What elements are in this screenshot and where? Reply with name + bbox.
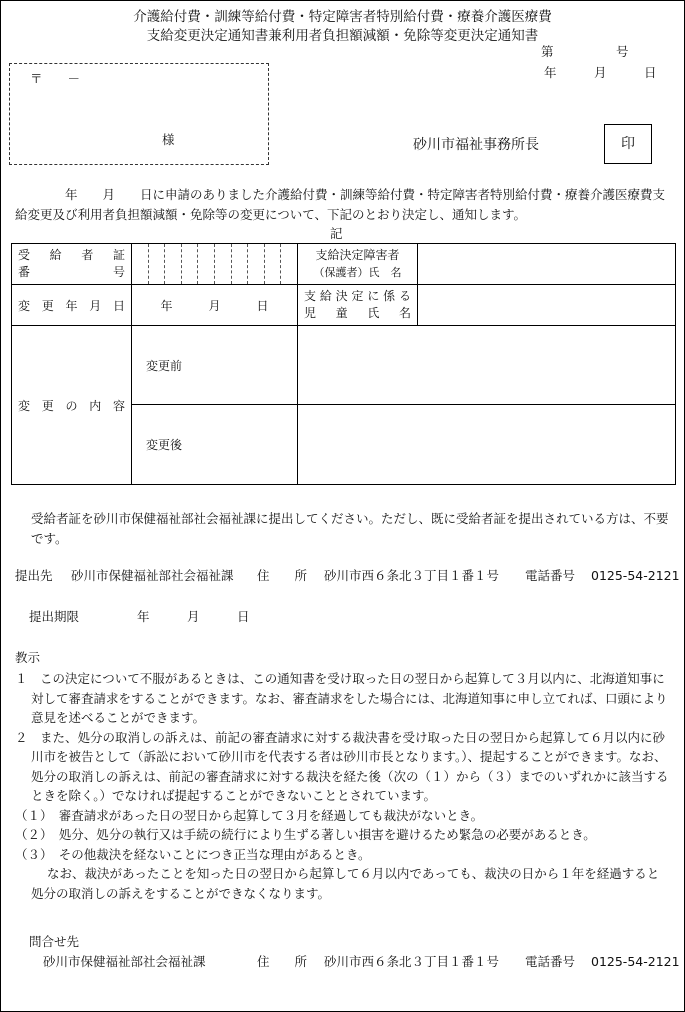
before-label: 変更前 [132,326,298,405]
honorific: 様 [162,132,175,147]
submission-tel-value: 0125-54-2121 [591,568,680,583]
seal-box: 印 [604,124,652,164]
contact-addr-value: 砂川市西６条北３丁目１番１号 [324,954,500,969]
contact-tel-label: 電話番号 [525,954,576,969]
submission-dest-label: 提出先 [15,568,53,583]
submission-tel-label: 電話番号 [525,568,576,583]
after-value [298,405,676,485]
sender-name: 砂川市福祉事務所長 [413,137,539,153]
submission-notice: 受給者証を砂川市保健福祉部社会福祉課に提出してください。ただし、既に受給者証を提出されている方は、不要です。 [31,511,669,546]
contact-tel-value: 0125-54-2121 [591,954,680,969]
contact-heading: 問合せ先 [29,934,80,949]
contact-dept: 砂川市保健福祉部社会福祉課 [43,954,206,969]
change-table [11,243,676,485]
before-value [298,326,676,405]
instruction-sub-1: （１） 審査請求があった日の翌日から起算して３月を経過しても裁決がないとき。 [15,807,484,823]
submission-addr-label: 住 所 [257,568,308,583]
postal-code: 〒 － [30,71,81,86]
change-date-value: 年 月 日 [132,285,298,326]
instruction-item-2: ２ また、処分の取消しの訴えは、前記の審査請求に対する裁決書を受け取った日の翌日から起算して６月以内に砂川市を被告として（訴訟において砂川市を代表する者は砂川市長となります。）、提起することができます。なお、処分の取消しの訴えは、前記の審査請求に対する裁決を経た後（次の（１）から（３）までのいずれかに該当するときを除く。）でなければ提起することができないこととされています。 [15,729,669,803]
submission-dest-value: 砂川市保健福祉部社会福祉課 [71,568,234,583]
intro-text: 年 月 日に申請のありました介護給付費・訓練等給付費・特定障害者特別給付費・療養介護医療費支給変更及び利用者負担額減額・免除等の変更について、下記のとおり決定し、通知します。 [15,187,666,222]
change-content-label: 変 更 の 内 容 [12,326,132,485]
recipient-number-cells [132,244,298,285]
child-name-label: 支給決定に係る 児 童 氏 名 [298,285,418,326]
instruction-sub-2: （２） 処分、処分の執行又は手続の続行により生ずる著しい損害を避けるため緊急の必要があるとき。 [15,827,596,842]
deadline-value: 年 月 日 [137,609,250,624]
title-line-2: 支給変更決定通知書兼利用者負担額減額・免除等変更決定通知書 [146,28,539,44]
instruction-sub-3: （３） その他裁決を経ないことにつき正当な理由があるとき。 [15,846,371,862]
doc-date: 年 月 日 [544,65,657,80]
disabled-person-name-value [418,244,676,285]
instruction-heading: 教示 [15,650,41,665]
deadline-label: 提出期限 [29,609,80,624]
change-date-label: 変 更 年 月 日 [12,285,132,326]
after-label: 変更後 [132,405,298,485]
doc-number: 第 号 [541,44,629,59]
instruction-body [15,669,671,903]
child-name-value [418,285,676,326]
address-box [9,63,269,165]
instruction-note: なお、裁決があったことを知った日の翌日から起算して６月以内であっても、裁決の日から１年を経過すると処分の取消しの訴えをすることができなくなります。 [31,866,660,901]
instruction-item-1: １ この決定について不服があるときは、この通知書を受け取った日の翌日から起算して３月以内に、北海道知事に対して審査請求をすることができます。なお、審査請求をした場合には、北海道知事に申し立てれば、口頭により意見を述べることができます。 [15,671,668,725]
title-line-1: 介護給付費・訓練等給付費・特定障害者特別給付費・療養介護医療費 [133,9,552,25]
disabled-person-label: 支給決定障害者 （保護者）氏 名 [298,244,418,285]
ki-heading: 記 [330,226,343,241]
submission-addr-value: 砂川市西６条北３丁目１番１号 [324,568,500,583]
contact-addr-label: 住 所 [257,954,308,969]
recipient-number-label: 受 給 者 証 番 号 [12,244,132,285]
